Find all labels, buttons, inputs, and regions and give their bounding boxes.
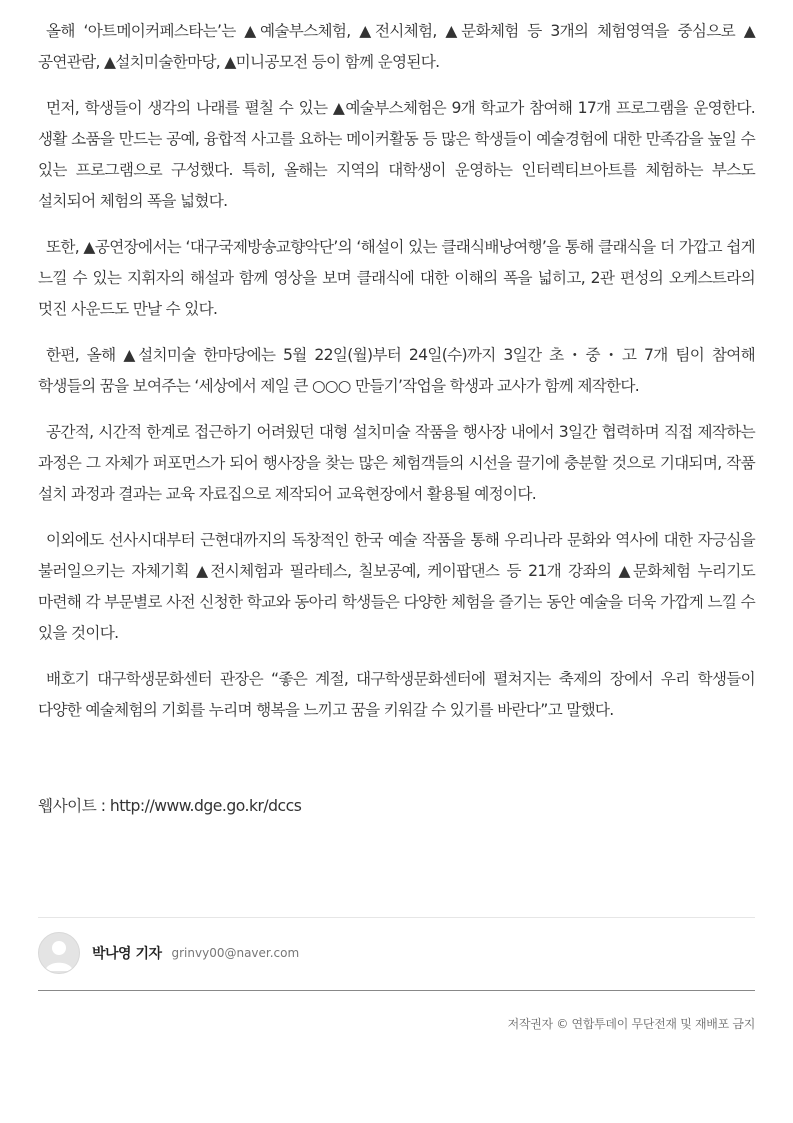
article-paragraph: 올해 ‘아트메이커페스타는’는 ▲예술부스체험, ▲전시체험, ▲문화체험 등 3개의 체험영역을 중심으로 ▲공연관람, ▲설치미술한마당, ▲미니공모전 등이 함께 운영된다. <box>38 22 755 71</box>
author-name[interactable]: 박나영 기자 <box>92 946 162 962</box>
article-paragraph: 한편, 올해 ▲설치미술 한마당에는 5월 22일(월)부터 24일(수)까지 3일간 초・중・고 7개 팀이 참여해 학생들의 꿈을 보여주는 ‘세상에서 제일 큰 ○○○ 만들기’작업을 학생과 교사가 함께 제작한다. <box>38 346 755 395</box>
author-box <box>38 918 755 988</box>
article-paragraph: 공간적, 시간적 한계로 접근하기 어려웠던 대형 설치미술 작품을 행사장 내에서 3일간 협력하며 직접 제작하는 과정은 그 자체가 퍼포먼스가 되어 행사장을 찾는 많은 체험객들의 시선을 끌기에 충분할 것으로 기대되며, 작품 설치 과정과 결과는 교육 자료집으로 제작되어 교육현장에서 활용될 예정이다. <box>38 423 755 503</box>
avatar <box>38 932 80 974</box>
author-email[interactable]: grinvy00@naver.com <box>171 946 300 960</box>
article-paragraph: 먼저, 학생들이 생각의 나래를 펼칠 수 있는 ▲예술부스체험은 9개 학교가 참여해 17개 프로그램을 운영한다. 생활 소품을 만드는 공예, 융합적 사고를 요하는 메이커활동 등 많은 학생들이 예술경험에 대한 만족감을 높일 수 있는 프로그램으로 구성했다. 특히, 올해는 지역의 대학생이 운영하는 인터렉티브아트를 체험하는 부스도 설치되어 체험의 폭을 넓혔다. <box>38 99 755 210</box>
article-body <box>38 0 755 1032</box>
article-paragraph: 이외에도 선사시대부터 근현대까지의 독창적인 한국 예술 작품을 통해 우리나라 문화와 역사에 대한 자긍심을 불러일으키는 자체기획 ▲전시체험과 필라테스, 칠보공예, 케이팝댄스 등 21개 강좌의 ▲문화체험 누리기도 마련해 각 부문별로 사전 신청한 학교와 동아리 학생들은 다양한 체험을 즐기는 동안 예술을 더욱 가깝게 느낄 수 있을 것이다. <box>38 531 755 642</box>
divider <box>38 990 755 991</box>
article-paragraph: 또한, ▲공연장에서는 ‘대구국제방송교향악단’의 ‘해설이 있는 클래식배낭여행’을 통해 클래식을 더 가깝고 쉽게 느낄 수 있는 지휘자의 해설과 함께 영상을 보며 클래식에 대한 이해의 폭을 넓히고, 2관 편성의 오케스트라의 멋진 사운드도 만날 수 있다. <box>38 238 755 318</box>
website-link[interactable]: 웹사이트 : http://www.dge.go.kr/dccs <box>38 797 302 815</box>
article-paragraph: 배호기 대구학생문화센터 관장은 “좋은 계절, 대구학생문화센터에 펼쳐지는 축제의 장에서 우리 학생들이 다양한 예술체험의 기회를 누리며 행복을 느끼고 꿈을 키워갈 수 있기를 바란다”고 말했다. <box>38 670 755 719</box>
copyright-notice: 저작권자 © 연합투데이 무단전재 및 재배포 금지 <box>507 1017 755 1031</box>
